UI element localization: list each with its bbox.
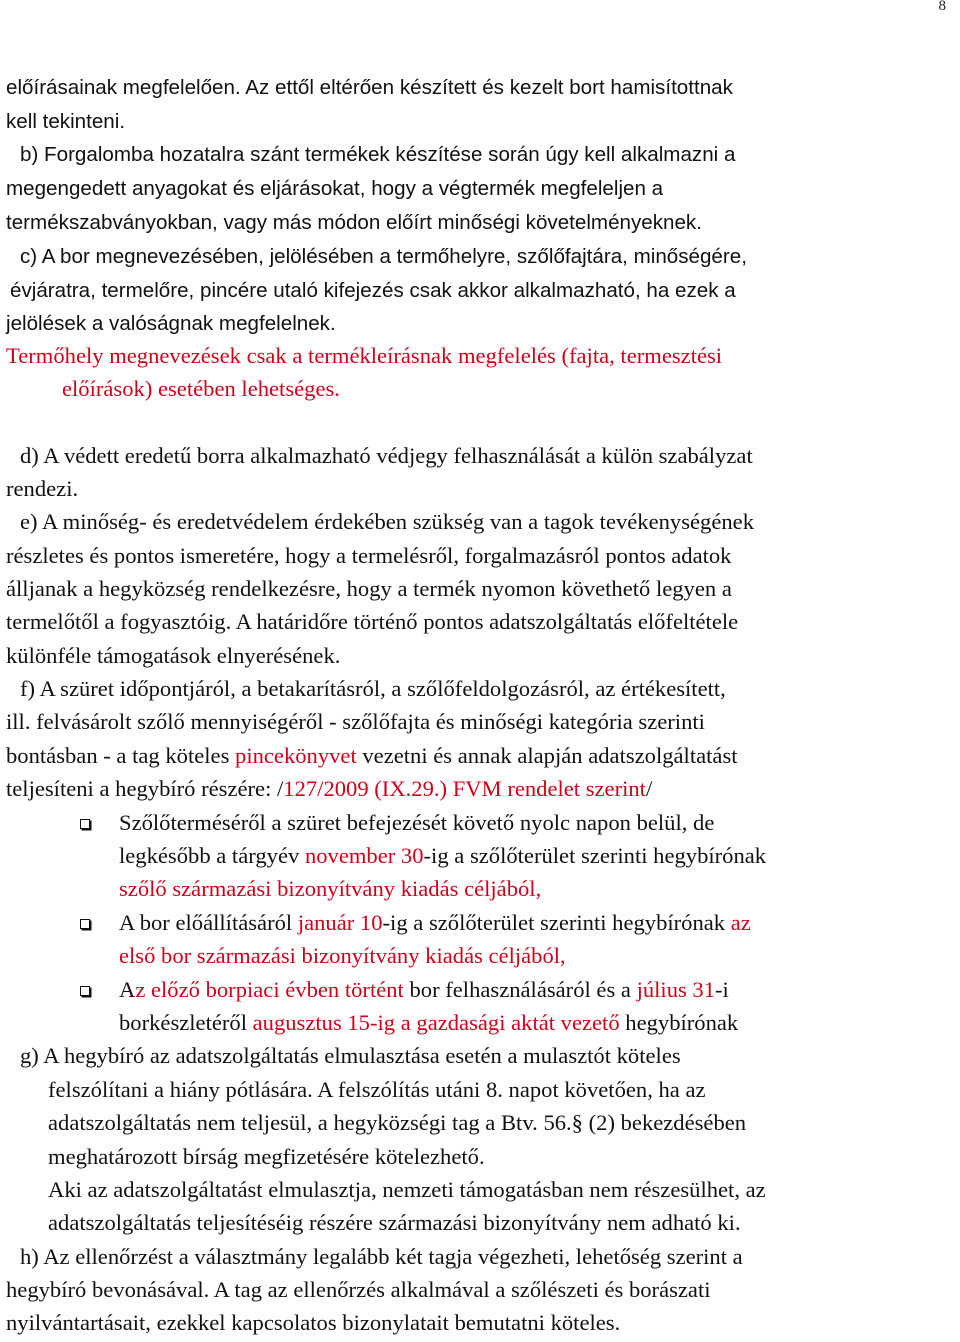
paragraph-e-line: e) A minőség- és eredetvédelem érdekében szükség van a tagok tevékenységének [20, 509, 754, 534]
text-line: kell tekinteni. [6, 110, 126, 133]
paragraph-g-line: Aki az adatszolgáltatást elmulasztja, nemzeti támogatásban nem részesülhet, az [48, 1177, 766, 1202]
paragraph-f-line: bontásban - a tag köteles pincekönyvet vezetni és annak alapján adatszolgáltatást [6, 743, 738, 768]
paragraph-g-line: felszólítani a hiány pótlására. A felszólítás utáni 8. napot követően, ha az [48, 1077, 706, 1102]
paragraph-g-line: adatszolgáltatás teljesítéséig részére származási bizonyítvány nem adható ki. [48, 1210, 741, 1235]
paragraph-e-line: álljanak a hegyközség rendelkezésre, hogy a termék nyomon követhető legyen a [6, 576, 732, 601]
paragraph-h-line: hegybíró bevonásával. A tag az ellenőrzés alkalmával a szőlészeti és borászati [6, 1277, 711, 1302]
bullet-3-line: borkészletéről augusztus 15-ig a gazdasági aktát vezető hegybírónak [119, 1010, 739, 1035]
paragraph-e-line: termelőtől a fogyasztóig. A határidőre történő pontos adatszolgáltatás előfeltétele [6, 609, 739, 634]
bullet-2-line: A bor előállításáról január 10-ig a szőlőterület szerinti hegybírónak az [119, 910, 751, 935]
paragraph-b-line: termékszabványokban, vagy más módon előírt minőségi követelményeknek. [6, 211, 702, 234]
paragraph-g-line: meghatározott bírság megfizetésére kötelezhető. [48, 1144, 485, 1169]
paragraph-b-line: b) Forgalomba hozatalra szánt termékek készítése során úgy kell alkalmazni a [20, 143, 736, 166]
paragraph-h-line: h) Az ellenőrzést a választmány legalább két tagja végezheti, lehetőség szerint a [20, 1244, 743, 1269]
termohely-note-line: előírások) esetében lehetséges. [62, 376, 340, 401]
bullet-1-line: szőlő származási bizonyítvány kiadás céljából, [119, 876, 542, 901]
date-highlight: július 31 [636, 977, 716, 1002]
date-highlight: január 10 [297, 910, 383, 935]
paragraph-f-line: teljesíteni a hegybíró részére: /127/2009 (IX.29.) FVM rendelet szerint/ [6, 776, 653, 801]
checkbox-bullet-icon [80, 986, 90, 996]
paragraph-d-line: rendezi. [6, 476, 79, 501]
paragraph-f-line: f) A szüret időpontjáról, a betakarításról, a szőlőfeldolgozásról, az értékesített, [20, 676, 726, 701]
pincekonyv-highlight: pincekönyvet [235, 743, 357, 768]
paragraph-d-line: d) A védett eredetű borra alkalmazható védjegy felhasználását a külön szabályzat [20, 443, 753, 468]
bullet-1-line: Szőlőterméséről a szüret befejezését követő nyolc napon belül, de [119, 810, 715, 835]
paragraph-b-line: megengedett anyagokat és eljárásokat, hogy a végtermék megfeleljen a [6, 177, 664, 200]
bullet-3-line: Az előző borpiaci évben történt bor felhasználásáról és a július 31-i [119, 977, 729, 1002]
paragraph-g-line: adatszolgáltatás nem teljesül, a hegyközségi tag a Btv. 56.§ (2) bekezdésében [48, 1110, 747, 1135]
paragraph-e-line: részletes és pontos ismeretére, hogy a termelésről, forgalmazásról pontos adatok [6, 543, 732, 568]
page-number: 8 [938, 0, 946, 14]
bullet-1-line: legkésőbb a tárgyév november 30-ig a szőlőterület szerinti hegybírónak [119, 843, 767, 868]
date-highlight: november 30 [304, 843, 424, 868]
paragraph-f-line: ill. felvásárolt szőlő mennyiségéről - szőlőfajta és minőségi kategória szerinti [6, 709, 705, 734]
fvm-rendelet-highlight: 127/2009 (IX.29.) FVM rendelet szerint [283, 776, 646, 801]
paragraph-e-line: különféle támogatások elnyerésének. [6, 643, 341, 668]
paragraph-g-line: g) A hegybíró az adatszolgáltatás elmulasztása esetén a mulasztót köteles [20, 1043, 681, 1068]
date-highlight: augusztus 15-ig a gazdasági aktát vezető [252, 1010, 620, 1035]
checkbox-bullet-icon [80, 919, 90, 929]
termohely-note-line: Termőhely megnevezések csak a termékleírásnak megfelelés (fajta, termesztési [6, 343, 723, 368]
checkbox-bullet-icon [80, 819, 90, 829]
paragraph-c-line: jelölések a valóságnak megfelelnek. [6, 312, 336, 335]
text-line: előírásainak megfelelően. Az ettől eltérően készített és kezelt bort hamisítottnak [6, 76, 733, 99]
bullet-2-line: első bor származási bizonyítvány kiadás céljából, [119, 943, 566, 968]
paragraph-c-line: c) A bor megnevezésében, jelölésében a termőhelyre, szőlőfajtára, minőségére, [20, 245, 747, 268]
paragraph-h-line: nyilvántartásait, ezekkel kapcsolatos bizonylatait bemutatni köteles. [6, 1310, 621, 1335]
paragraph-c-line: évjáratra, termelőre, pincére utaló kifejezés csak akkor alkalmazható, ha ezek a [10, 279, 736, 302]
